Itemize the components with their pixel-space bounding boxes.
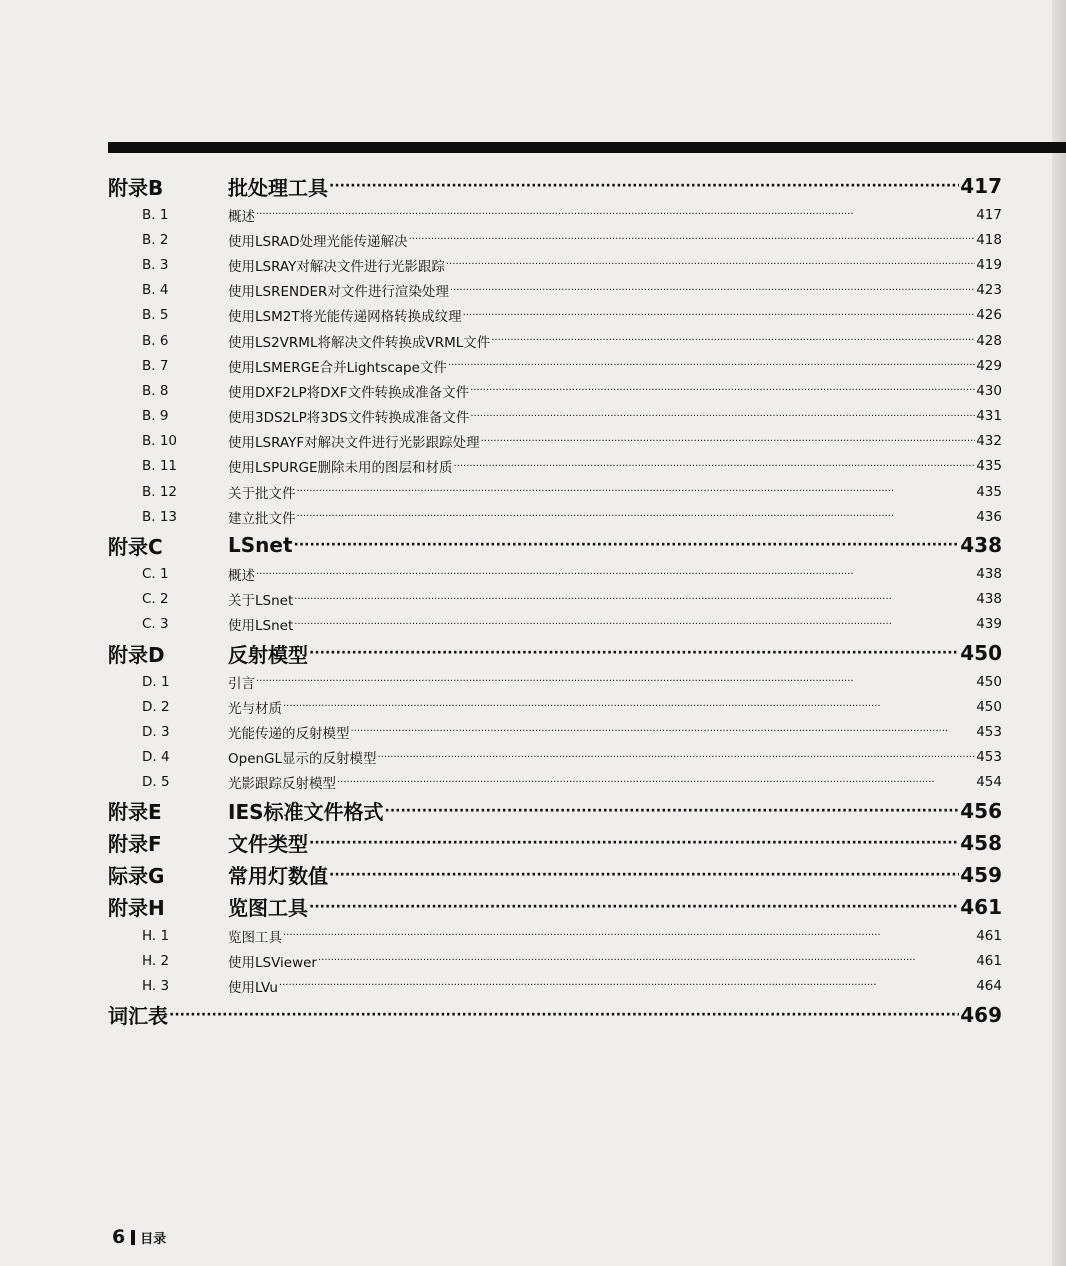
toc-entry-page: 453 xyxy=(976,723,1002,740)
toc-entry-title: 建立批文件 xyxy=(228,510,296,527)
toc-entry-title: 常用灯数值 xyxy=(228,864,328,889)
toc-section-entry[interactable] xyxy=(108,637,1002,669)
toc-entry-title: 关于LSnet xyxy=(228,593,294,610)
toc-entry-number: 附录H xyxy=(108,896,165,921)
dot-leader xyxy=(329,178,959,194)
toc-entry-title: 使用LSPURGE删除未用的图层和材质 xyxy=(228,460,453,477)
toc-entry-title: 览图工具 xyxy=(228,896,308,921)
toc-entry-number: D. 4 xyxy=(142,749,170,766)
toc-entry-title: 使用LSRAD处理光能传递解决 xyxy=(228,233,408,250)
toc-entry-number: C. 3 xyxy=(142,616,169,633)
toc-entry-page: 461 xyxy=(960,894,1002,919)
toc-entry-page: 417 xyxy=(976,206,1002,223)
toc-entry-title: 文件类型 xyxy=(228,832,308,857)
toc-entry-page: 450 xyxy=(976,698,1002,715)
toc-entry-title: 词汇表 xyxy=(108,1004,168,1028)
toc-entry-title: 使用LSMERGE合并Lightscape文件 xyxy=(228,359,447,376)
toc-entry-title: 使用LSRAY对解决文件进行光影跟踪 xyxy=(228,258,445,275)
toc-entry-number: B. 11 xyxy=(142,458,178,475)
dot-leader xyxy=(453,461,975,472)
toc-entry-number: C. 1 xyxy=(142,566,169,583)
toc-entry-title: 使用LSViewer xyxy=(228,954,317,971)
toc-entry-title: 关于批文件 xyxy=(228,485,296,502)
toc-entry-number: 附录C xyxy=(108,534,163,559)
toc-entry-title: 使用LSM2T将光能传递网格转换成纹理 xyxy=(228,309,462,326)
dot-leader xyxy=(385,803,960,819)
toc-entry-page: 454 xyxy=(976,774,1002,791)
toc-entry-number: D. 5 xyxy=(142,774,170,791)
toc-section-entry[interactable] xyxy=(108,859,1002,891)
dot-leader xyxy=(351,726,976,737)
toc-entry-number: D. 1 xyxy=(142,673,170,690)
dot-leader xyxy=(329,867,959,883)
toc-entry[interactable] xyxy=(108,973,1002,998)
toc-entry-number: B. 2 xyxy=(142,231,169,248)
dot-leader xyxy=(297,486,976,497)
toc-entry[interactable] xyxy=(108,770,1002,795)
toc-entry[interactable] xyxy=(108,669,1002,694)
toc-entry-title: 使用DXF2LP将DXF文件转换成准备文件 xyxy=(228,384,470,401)
toc-entry-page: 426 xyxy=(976,307,1002,324)
toc-entry-number: B. 3 xyxy=(142,256,169,273)
toc-entry-title: 使用LVu xyxy=(228,979,278,996)
dot-leader xyxy=(256,676,975,687)
dot-leader xyxy=(481,436,976,447)
toc-entry-title: 批处理工具 xyxy=(228,175,328,200)
toc-entry-number: B. 13 xyxy=(142,508,178,525)
toc-entry-page: 461 xyxy=(976,952,1002,969)
dot-leader xyxy=(294,619,975,630)
footer-label: 目录 xyxy=(140,1231,167,1247)
toc-entry-title: 光能传递的反射模型 xyxy=(228,725,350,742)
toc-entry-page: 450 xyxy=(960,641,1002,665)
dot-leader xyxy=(318,955,975,966)
toc-entry-page: 453 xyxy=(976,749,1002,766)
toc-entry[interactable] xyxy=(108,612,1002,637)
toc-entry-page: 464 xyxy=(976,977,1002,994)
toc-entry-page: 459 xyxy=(960,862,1002,887)
toc-entry-number: H. 1 xyxy=(142,927,170,944)
toc-entry[interactable] xyxy=(108,719,1002,744)
toc-entry-page: 430 xyxy=(976,382,1002,399)
dot-leader xyxy=(283,930,975,941)
page-footer xyxy=(112,1226,166,1248)
toc-entry-title: 使用LSnet xyxy=(228,618,294,635)
toc-entry-page: 423 xyxy=(976,282,1002,299)
toc-entry-number: D. 3 xyxy=(142,723,170,740)
toc-entry[interactable] xyxy=(108,404,1002,429)
toc-entry-page: 469 xyxy=(960,1002,1002,1027)
toc-entry-number: B. 10 xyxy=(142,433,178,450)
dot-leader xyxy=(448,360,975,371)
toc-section-entry[interactable] xyxy=(108,827,1002,859)
toc-section-entry[interactable] xyxy=(108,170,1002,202)
toc-entry-title: 使用LSRAYF对解决文件进行光影跟踪处理 xyxy=(228,435,480,452)
toc-entry-number: B. 5 xyxy=(142,307,169,324)
toc-entry-page: 418 xyxy=(976,231,1002,248)
toc-entry-page: 438 xyxy=(976,566,1002,583)
toc-entry-number: 附录E xyxy=(108,800,162,825)
toc-entry-page: 438 xyxy=(960,533,1002,558)
toc-entry-title: 使用3DS2LP将3DS文件转换成准备文件 xyxy=(228,410,470,427)
toc-entry-number: B. 7 xyxy=(142,357,169,374)
dot-leader xyxy=(450,285,975,296)
toc-entry-number: H. 3 xyxy=(142,977,170,994)
toc-entry-page: 429 xyxy=(976,357,1002,374)
toc-entry[interactable] xyxy=(108,303,1002,328)
dot-leader xyxy=(491,335,975,346)
dot-leader xyxy=(283,701,975,712)
toc-entry-title: 使用LSRENDER对文件进行渲染处理 xyxy=(228,284,449,301)
toc-entry[interactable] xyxy=(108,378,1002,403)
toc-entry-number: C. 2 xyxy=(142,591,169,608)
toc-entry-page: 450 xyxy=(976,673,1002,690)
toc-entry-title: 使用LS2VRML将解决文件转换成VRML文件 xyxy=(228,334,491,351)
dot-leader xyxy=(470,385,975,396)
toc-entry-title: 览图工具 xyxy=(228,929,282,946)
dot-leader xyxy=(309,899,959,915)
toc-entry-title: 光与材质 xyxy=(228,700,282,717)
toc-entry-title: LSnet xyxy=(228,533,293,558)
toc-entry-page: 456 xyxy=(960,798,1002,823)
footer-divider xyxy=(131,1230,135,1245)
toc-section-entry[interactable] xyxy=(108,891,1002,923)
toc-entry-page: 461 xyxy=(976,927,1002,944)
dot-leader xyxy=(169,1007,959,1023)
toc-entry-title: 概述 xyxy=(228,208,255,225)
toc-entry[interactable] xyxy=(108,745,1002,770)
toc-entry[interactable] xyxy=(108,587,1002,612)
toc-entry-number: B. 12 xyxy=(142,483,178,500)
dot-leader xyxy=(309,645,959,661)
page-edge xyxy=(1052,0,1066,1266)
dot-leader xyxy=(279,980,975,991)
dot-leader xyxy=(294,594,975,605)
dot-leader xyxy=(470,411,975,422)
toc-entry-page: 419 xyxy=(976,256,1002,273)
header-rule xyxy=(108,142,1066,153)
toc-entry-page: 432 xyxy=(976,433,1002,450)
dot-leader xyxy=(378,752,976,763)
toc-section-entry[interactable] xyxy=(108,529,1002,561)
footer-page-number: 6 xyxy=(112,1226,126,1248)
toc-entry-page: 431 xyxy=(976,408,1002,425)
toc-entry[interactable] xyxy=(108,429,1002,454)
toc-entry-number: H. 2 xyxy=(142,952,170,969)
toc-entry-page: 435 xyxy=(976,483,1002,500)
toc-entry[interactable] xyxy=(108,454,1002,479)
toc-entry-number: 附录D xyxy=(108,642,165,667)
dot-leader xyxy=(463,310,976,321)
toc-entry-number: 附录F xyxy=(108,832,162,857)
dot-leader xyxy=(256,569,975,580)
toc-entry-number: B. 9 xyxy=(142,408,169,425)
toc-entry[interactable] xyxy=(108,227,1002,252)
dot-leader xyxy=(309,835,959,851)
dot-leader xyxy=(294,537,960,553)
toc-entry-number: B. 6 xyxy=(142,332,169,349)
toc-entry[interactable] xyxy=(108,252,1002,277)
toc-entry-page: 436 xyxy=(976,508,1002,525)
toc-entry-title: 光影跟踪反射模型 xyxy=(228,776,336,793)
dot-leader xyxy=(409,234,976,245)
dot-leader xyxy=(337,777,975,788)
toc-entry-number: B. 8 xyxy=(142,382,169,399)
toc-entry-number: 附录B xyxy=(108,175,164,200)
toc-entry-title: 反射模型 xyxy=(228,642,308,667)
toc-section-entry[interactable] xyxy=(108,795,1002,827)
toc-entry[interactable] xyxy=(108,561,1002,586)
toc-entry-number: B. 1 xyxy=(142,206,169,223)
table-of-contents xyxy=(108,170,1002,1031)
toc-entry-title: 引言 xyxy=(228,675,255,692)
toc-entry[interactable] xyxy=(108,328,1002,353)
toc-entry-number: B. 4 xyxy=(142,282,169,299)
toc-entry[interactable] xyxy=(108,923,1002,948)
toc-entry-page: 417 xyxy=(960,174,1002,198)
toc-entry[interactable] xyxy=(108,694,1002,719)
toc-entry[interactable] xyxy=(108,202,1002,227)
toc-entry-title: 概述 xyxy=(228,568,255,585)
toc-entry-page: 439 xyxy=(976,616,1002,633)
toc-entry-number: 际录G xyxy=(108,864,165,889)
toc-entry[interactable] xyxy=(108,278,1002,303)
toc-entry[interactable] xyxy=(108,504,1002,529)
toc-entry-page: 458 xyxy=(960,830,1002,855)
dot-leader xyxy=(446,259,975,270)
toc-entry[interactable] xyxy=(108,479,1002,504)
toc-entry-page: 428 xyxy=(976,332,1002,349)
toc-entry-page: 438 xyxy=(976,591,1002,608)
toc-entry-title: OpenGL显示的反射模型 xyxy=(228,751,377,768)
toc-entry[interactable] xyxy=(108,353,1002,378)
toc-entry[interactable] xyxy=(108,948,1002,973)
dot-leader xyxy=(256,209,975,220)
toc-entry-page: 435 xyxy=(976,458,1002,475)
dot-leader xyxy=(297,511,976,522)
toc-section-entry[interactable] xyxy=(108,999,1002,1031)
toc-entry-number: D. 2 xyxy=(142,698,170,715)
toc-entry-title: IES标准文件格式 xyxy=(228,800,384,825)
